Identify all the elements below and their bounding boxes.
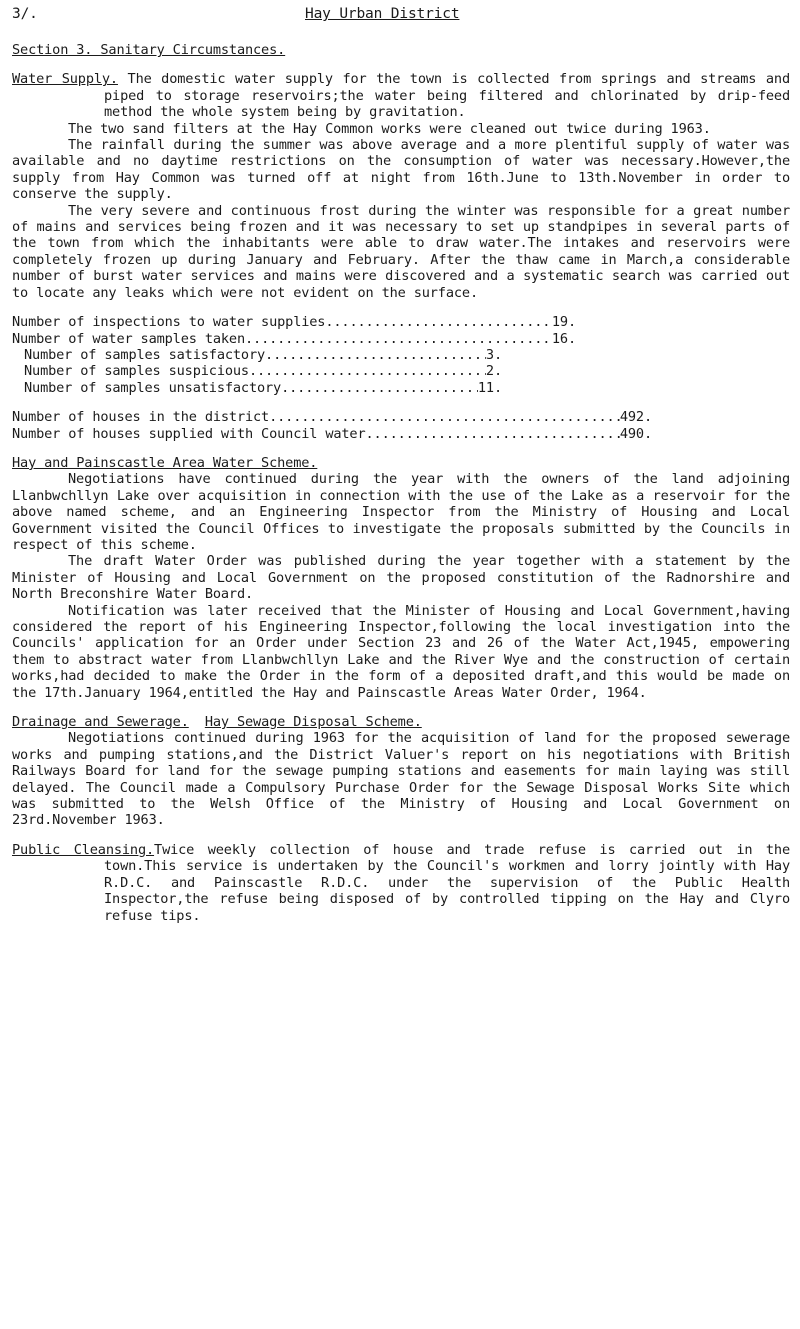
page-number: 3/. [12,6,38,22]
rainfall-paragraph: The rainfall during the summer was above average and a more plentiful supply of water was available and no daytime restrictions on the consumption of water was necessary.However,the supply from Hay Common was turned off at night from 16th.June to 13th.November in order to conserve the supply. [12,137,790,203]
stat-row-inspections: Number of inspections to water supplies ..... 19. [12,314,576,330]
water-supply-intro [12,71,790,120]
frost-paragraph: The very severe and continuous frost during the winter was responsible for a great number of mains and services being frozen and it was necessary to set up standpipes in several parts of the town from which the inhabitants were able to draw water.The intakes and reservoirs were completely frozen up during January and February. After the thaw came in March,a considerable number of burst water services and mains were discovered and a systematic search was carried out to locate any leaks which were not evident on the surface. [12,202,790,301]
cleansing-section [12,842,790,924]
housing-stats [12,409,790,442]
drainage-headings [12,714,790,730]
water-supply-section [12,71,790,301]
stat-row-unsatisfactory: Number of samples unsatisfactory ..... 11. [12,380,502,396]
drainage-section [12,714,790,829]
section-heading: Section 3. Sanitary Circumstances. [12,42,286,58]
water-supply-text: The domestic water supply for the town is collected from springs and streams and piped to storage reservoirs;the water being filtered and chlorinated by drip-feed method the whole system being by gravitation. [104,71,790,121]
cleansing-heading: Public Cleansing. [12,841,155,858]
notification-paragraph: Notification was later received that the Minister of Housing and Local Government,having considered the report of his Engineering Inspector,following the local investigation into the Councils' application for an Order under Section 23 and 26 of the Water Act,1945, empowering them to abstract water from Llanbwchllyn Lake and the River Wye and the construction of certain works,had decided to make the Order in the form of a deposited draft,and this would be made on the 17th.January 1964,entitled the Hay and Painscastle Areas Water Order, 1964. [12,602,790,701]
negotiations-paragraph: Negotiations have continued during the year with the owners of the land adjoining Llanbwchllyn Lake over acquisition in connection with the use of the Lake as a reservoir for the above named scheme, and an Engineering Inspector from the Ministry of Housing and Local Government visited the Council Offices to investigate the proposals submitted by the Councils in respect of this scheme. [12,471,790,553]
stat-row-samples: Number of water samples taken ..... 16. [12,331,576,347]
water-supply-heading: Water Supply. [12,71,118,88]
sewage-scheme-heading: Hay Sewage Disposal Scheme. [204,714,422,731]
document-body [12,42,790,924]
filters-paragraph: The two sand filters at the Hay Common works were cleaned out twice during 1963. [68,120,711,137]
page-header [12,6,792,26]
stat-row-suspicious: Number of samples suspicious ..... 2. [12,363,502,379]
cleansing-text: Twice weekly collection of house and trade refuse is carried out in the town.This service is undertaken by the Council's workmen and lorry jointly with Hay R.D.C. and Painscastle R.D.C. under the supervision of the Public Health Inspector,the refuse being disposed of by controlled tipping on the Hay and Clyro refuse tips. [104,841,790,924]
stat-row-satisfactory: Number of samples satisfactory ..... 3. [12,347,502,363]
water-stats [12,314,790,396]
running-title: Hay Urban District [305,6,460,22]
water-scheme-heading: Hay and Painscastle Area Water Scheme. [12,454,318,471]
cleansing-paragraph [12,842,790,924]
draft-order-paragraph: The draft Water Order was published during the year together with a statement by the Minister of Housing and Local Government on the proposed constitution of the Radnorshire and North Breconshire Water Board. [12,553,790,603]
sewerage-paragraph: Negotiations continued during 1963 for the acquisition of land for the proposed sewerage works and pumping stations,and the District Valuer's report on his negotiations with British Railways Board for land for the sewage pumping stations and easements for main laying was still delayed. The Council made a Compulsory Purchase Order for the Sewage Disposal Works Site which was submitted to the Welsh Office of the Ministry of Housing and Local Government on 23rd.November 1963. [12,730,790,829]
water-scheme-section [12,455,790,701]
stat-row-supplied: Number of houses supplied with Council water ..... 490. [12,426,652,442]
stat-row-houses: Number of houses in the district ..... 492. [12,409,652,425]
drainage-heading: Drainage and Sewerage. [12,714,189,731]
